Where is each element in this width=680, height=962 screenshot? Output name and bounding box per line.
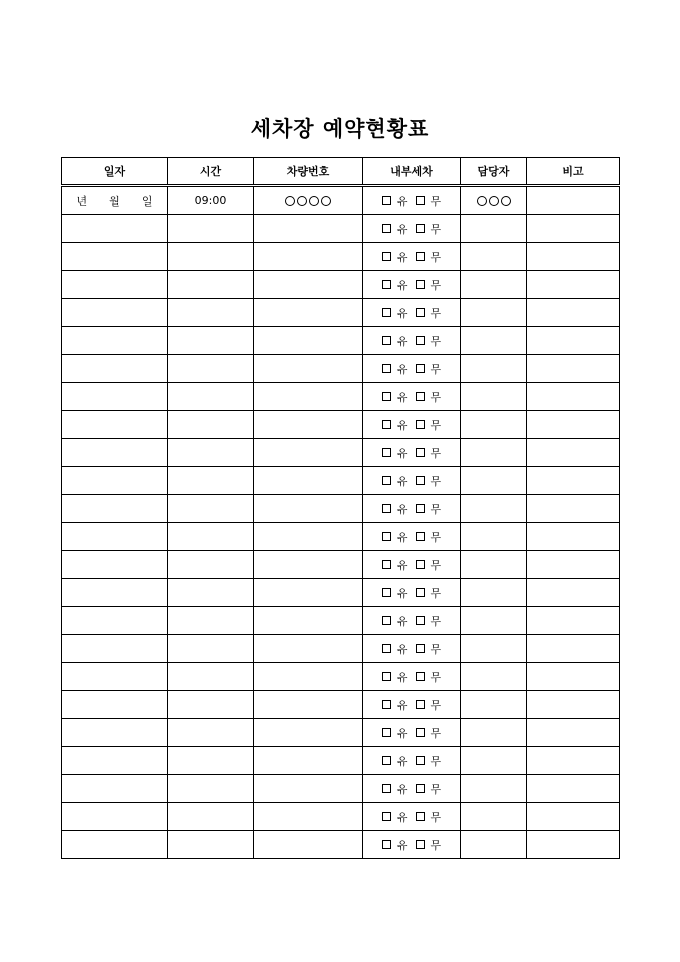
- checkbox-icon: [382, 280, 391, 289]
- date-cell[interactable]: [62, 411, 168, 439]
- plate-cell[interactable]: [254, 186, 363, 215]
- date-cell[interactable]: [62, 747, 168, 775]
- note-cell[interactable]: [527, 551, 620, 579]
- plate-cell[interactable]: [254, 579, 363, 607]
- plate-cell[interactable]: [254, 663, 363, 691]
- plate-cell[interactable]: [254, 831, 363, 859]
- manager-cell[interactable]: [461, 299, 527, 327]
- interior-wash-no-checkbox[interactable]: 무: [416, 193, 442, 209]
- header-row: [62, 158, 620, 186]
- reservation-table: [61, 157, 620, 859]
- interior-wash-cell: [363, 411, 461, 439]
- manager-cell[interactable]: [461, 775, 527, 803]
- interior-wash-no-checkbox[interactable]: 무: [416, 417, 442, 433]
- interior-wash-cell: [363, 439, 461, 467]
- date-cell[interactable]: [62, 691, 168, 719]
- manager-cell[interactable]: [461, 383, 527, 411]
- interior-wash-no-checkbox[interactable]: 무: [416, 389, 442, 405]
- manager-cell[interactable]: [461, 831, 527, 859]
- interior-wash-yes-checkbox[interactable]: 유: [382, 277, 408, 293]
- table-row: [62, 551, 620, 579]
- checkbox-icon: [382, 532, 391, 541]
- checkbox-icon: [382, 644, 391, 653]
- manager-cell[interactable]: [461, 439, 527, 467]
- interior-wash-yes-checkbox[interactable]: 유: [382, 613, 408, 629]
- table-row: [62, 243, 620, 271]
- date-cell[interactable]: [62, 579, 168, 607]
- interior-wash-cell: [363, 663, 461, 691]
- interior-wash-no-checkbox[interactable]: 무: [416, 305, 442, 321]
- manager-cell[interactable]: [461, 607, 527, 635]
- interior-wash-yes-checkbox[interactable]: 유: [382, 221, 408, 237]
- plate-cell[interactable]: [254, 747, 363, 775]
- checkbox-icon: [382, 588, 391, 597]
- date-cell[interactable]: [62, 663, 168, 691]
- plate-cell[interactable]: [254, 383, 363, 411]
- interior-wash-no-checkbox[interactable]: 무: [416, 361, 442, 377]
- date-cell[interactable]: [62, 355, 168, 383]
- interior-wash-no-checkbox[interactable]: 무: [416, 641, 442, 657]
- date-cell[interactable]: [62, 523, 168, 551]
- interior-wash-yes-checkbox[interactable]: 유: [382, 753, 408, 769]
- interior-wash-no-checkbox[interactable]: 무: [416, 557, 442, 573]
- checkbox-icon: [382, 812, 391, 821]
- date-cell[interactable]: [62, 551, 168, 579]
- plate-cell[interactable]: [254, 439, 363, 467]
- date-cell[interactable]: [62, 467, 168, 495]
- manager-cell[interactable]: [461, 579, 527, 607]
- note-cell[interactable]: [527, 383, 620, 411]
- interior-wash-no-checkbox[interactable]: 무: [416, 697, 442, 713]
- table-row: [62, 579, 620, 607]
- checkbox-icon: [416, 728, 425, 737]
- table-row: [62, 831, 620, 859]
- interior-wash-cell: [363, 719, 461, 747]
- plate-cell[interactable]: [254, 635, 363, 663]
- date-cell[interactable]: [62, 803, 168, 831]
- checkbox-icon: [416, 392, 425, 401]
- interior-wash-yes-checkbox[interactable]: 유: [382, 333, 408, 349]
- date-cell[interactable]: [62, 831, 168, 859]
- time-cell[interactable]: [168, 299, 254, 327]
- checkbox-icon: [416, 672, 425, 681]
- manager-cell[interactable]: [461, 523, 527, 551]
- interior-wash-no-checkbox[interactable]: 무: [416, 221, 442, 237]
- placeholder-circle-icon: [297, 196, 307, 206]
- note-cell[interactable]: [527, 411, 620, 439]
- date-cell[interactable]: [62, 439, 168, 467]
- checkbox-icon: [382, 672, 391, 681]
- time-cell[interactable]: [168, 243, 254, 271]
- date-cell[interactable]: [62, 635, 168, 663]
- checkbox-icon: [382, 700, 391, 709]
- manager-cell[interactable]: [461, 719, 527, 747]
- plate-cell[interactable]: [254, 271, 363, 299]
- table-row: [62, 327, 620, 355]
- date-cell[interactable]: [62, 719, 168, 747]
- interior-wash-cell: [363, 186, 461, 215]
- checkbox-icon: [416, 280, 425, 289]
- checkbox-icon: [382, 756, 391, 765]
- interior-wash-no-checkbox[interactable]: 무: [416, 613, 442, 629]
- interior-wash-cell: [363, 747, 461, 775]
- placeholder-circle-icon: [501, 196, 511, 206]
- interior-wash-no-checkbox[interactable]: 무: [416, 809, 442, 825]
- placeholder-circle-icon: [285, 196, 295, 206]
- note-cell[interactable]: [527, 607, 620, 635]
- note-cell[interactable]: [527, 467, 620, 495]
- date-cell[interactable]: [62, 327, 168, 355]
- checkbox-icon: [416, 588, 425, 597]
- interior-wash-no-checkbox[interactable]: 무: [416, 837, 442, 853]
- checkbox-icon: [416, 840, 425, 849]
- checkbox-icon: [416, 420, 425, 429]
- checkbox-icon: [382, 448, 391, 457]
- col-interior-wash-header: 내부세차: [363, 158, 461, 186]
- interior-wash-cell: [363, 803, 461, 831]
- interior-wash-no-checkbox[interactable]: 무: [416, 445, 442, 461]
- note-cell[interactable]: [527, 579, 620, 607]
- time-cell[interactable]: [168, 635, 254, 663]
- interior-wash-cell: [363, 215, 461, 243]
- interior-wash-yes-checkbox[interactable]: 유: [382, 585, 408, 601]
- time-cell[interactable]: [168, 663, 254, 691]
- table-row: [62, 186, 620, 215]
- checkbox-icon: [382, 784, 391, 793]
- interior-wash-no-checkbox[interactable]: 무: [416, 585, 442, 601]
- interior-wash-no-checkbox[interactable]: 무: [416, 781, 442, 797]
- time-cell[interactable]: [168, 355, 254, 383]
- time-cell[interactable]: [168, 551, 254, 579]
- checkbox-icon: [416, 700, 425, 709]
- table-row: [62, 747, 620, 775]
- manager-cell[interactable]: [461, 551, 527, 579]
- time-cell[interactable]: [168, 411, 254, 439]
- interior-wash-no-checkbox[interactable]: 무: [416, 333, 442, 349]
- checkbox-icon: [416, 196, 425, 205]
- table-row: [62, 411, 620, 439]
- table-row: [62, 215, 620, 243]
- time-cell[interactable]: [168, 775, 254, 803]
- checkbox-icon: [382, 504, 391, 513]
- table-row: [62, 691, 620, 719]
- date-cell[interactable]: [62, 495, 168, 523]
- time-cell[interactable]: [168, 523, 254, 551]
- manager-cell[interactable]: [461, 186, 527, 215]
- note-cell[interactable]: [527, 215, 620, 243]
- manager-cell[interactable]: [461, 215, 527, 243]
- manager-cell[interactable]: [461, 355, 527, 383]
- table-row: [62, 803, 620, 831]
- date-cell[interactable]: [62, 607, 168, 635]
- interior-wash-cell: [363, 243, 461, 271]
- manager-cell[interactable]: [461, 467, 527, 495]
- time-cell[interactable]: [168, 439, 254, 467]
- plate-cell[interactable]: [254, 551, 363, 579]
- interior-wash-no-checkbox[interactable]: 무: [416, 669, 442, 685]
- date-cell[interactable]: [62, 299, 168, 327]
- table-row: [62, 467, 620, 495]
- note-cell[interactable]: [527, 663, 620, 691]
- interior-wash-yes-checkbox[interactable]: 유: [382, 361, 408, 377]
- table-row: [62, 775, 620, 803]
- date-cell[interactable]: [62, 383, 168, 411]
- checkbox-icon: [416, 224, 425, 233]
- note-cell[interactable]: [527, 803, 620, 831]
- interior-wash-yes-checkbox[interactable]: 유: [382, 445, 408, 461]
- interior-wash-no-checkbox[interactable]: 무: [416, 277, 442, 293]
- plate-cell[interactable]: [254, 215, 363, 243]
- interior-wash-yes-checkbox[interactable]: 유: [382, 809, 408, 825]
- interior-wash-yes-checkbox[interactable]: 유: [382, 501, 408, 517]
- checkbox-icon: [416, 532, 425, 541]
- date-cell[interactable]: 년 월 일: [62, 186, 168, 215]
- table-row: [62, 607, 620, 635]
- checkbox-icon: [382, 728, 391, 737]
- manager-cell[interactable]: [461, 271, 527, 299]
- manager-cell[interactable]: [461, 803, 527, 831]
- checkbox-icon: [416, 364, 425, 373]
- note-cell[interactable]: [527, 747, 620, 775]
- plate-cell[interactable]: [254, 495, 363, 523]
- interior-wash-cell: [363, 355, 461, 383]
- time-cell[interactable]: 09:00: [168, 186, 254, 215]
- time-cell[interactable]: [168, 831, 254, 859]
- checkbox-icon: [382, 392, 391, 401]
- note-cell[interactable]: [527, 523, 620, 551]
- note-cell[interactable]: [527, 831, 620, 859]
- manager-cell[interactable]: [461, 635, 527, 663]
- checkbox-icon: [382, 560, 391, 569]
- col-plate-header: 차량번호: [254, 158, 363, 186]
- table-row: [62, 271, 620, 299]
- interior-wash-cell: [363, 775, 461, 803]
- interior-wash-yes-checkbox[interactable]: 유: [382, 417, 408, 433]
- plate-cell[interactable]: [254, 691, 363, 719]
- manager-cell[interactable]: [461, 747, 527, 775]
- table-row: [62, 663, 620, 691]
- interior-wash-no-checkbox[interactable]: 무: [416, 473, 442, 489]
- interior-wash-cell: [363, 383, 461, 411]
- interior-wash-yes-checkbox[interactable]: 유: [382, 193, 408, 209]
- manager-cell[interactable]: [461, 495, 527, 523]
- col-time-header: 시간: [168, 158, 254, 186]
- time-cell[interactable]: [168, 691, 254, 719]
- plate-cell[interactable]: [254, 803, 363, 831]
- table-row: [62, 495, 620, 523]
- interior-wash-cell: [363, 691, 461, 719]
- checkbox-icon: [416, 812, 425, 821]
- interior-wash-yes-checkbox[interactable]: 유: [382, 781, 408, 797]
- note-cell[interactable]: [527, 691, 620, 719]
- date-cell[interactable]: [62, 775, 168, 803]
- note-cell[interactable]: [527, 495, 620, 523]
- note-cell[interactable]: [527, 355, 620, 383]
- checkbox-icon: [382, 196, 391, 205]
- interior-wash-no-checkbox[interactable]: 무: [416, 501, 442, 517]
- interior-wash-cell: [363, 495, 461, 523]
- placeholder-circle-icon: [489, 196, 499, 206]
- manager-cell[interactable]: [461, 691, 527, 719]
- interior-wash-yes-checkbox[interactable]: 유: [382, 305, 408, 321]
- checkbox-icon: [416, 560, 425, 569]
- checkbox-icon: [382, 224, 391, 233]
- manager-cell[interactable]: [461, 327, 527, 355]
- note-cell[interactable]: [527, 719, 620, 747]
- interior-wash-cell: [363, 551, 461, 579]
- note-cell[interactable]: [527, 271, 620, 299]
- manager-cell[interactable]: [461, 663, 527, 691]
- interior-wash-yes-checkbox[interactable]: 유: [382, 389, 408, 405]
- checkbox-icon: [416, 644, 425, 653]
- interior-wash-yes-checkbox[interactable]: 유: [382, 529, 408, 545]
- col-note-header: 비고: [527, 158, 620, 186]
- note-cell[interactable]: [527, 775, 620, 803]
- table-row: [62, 383, 620, 411]
- page-title: 세차장 예약현황표: [250, 117, 430, 141]
- table-row: [62, 719, 620, 747]
- note-cell[interactable]: [527, 439, 620, 467]
- table-row: [62, 523, 620, 551]
- plate-cell[interactable]: [254, 355, 363, 383]
- time-cell[interactable]: [168, 383, 254, 411]
- interior-wash-yes-checkbox[interactable]: 유: [382, 669, 408, 685]
- table-row: [62, 635, 620, 663]
- interior-wash-no-checkbox[interactable]: 무: [416, 249, 442, 265]
- date-cell[interactable]: [62, 271, 168, 299]
- table-row: [62, 439, 620, 467]
- checkbox-icon: [416, 308, 425, 317]
- checkbox-icon: [382, 616, 391, 625]
- time-cell[interactable]: [168, 271, 254, 299]
- time-cell[interactable]: [168, 719, 254, 747]
- note-cell[interactable]: [527, 327, 620, 355]
- plate-cell[interactable]: [254, 327, 363, 355]
- manager-cell[interactable]: [461, 243, 527, 271]
- col-date-header: 일자: [62, 158, 168, 186]
- interior-wash-yes-checkbox[interactable]: 유: [382, 641, 408, 657]
- interior-wash-cell: [363, 467, 461, 495]
- interior-wash-yes-checkbox[interactable]: 유: [382, 557, 408, 573]
- interior-wash-cell: [363, 635, 461, 663]
- date-cell[interactable]: [62, 215, 168, 243]
- note-cell[interactable]: [527, 635, 620, 663]
- placeholder-circle-icon: [321, 196, 331, 206]
- time-cell[interactable]: [168, 495, 254, 523]
- note-cell[interactable]: [527, 186, 620, 215]
- interior-wash-cell: [363, 607, 461, 635]
- table-row: [62, 299, 620, 327]
- time-cell[interactable]: [168, 607, 254, 635]
- checkbox-icon: [382, 840, 391, 849]
- checkbox-icon: [416, 252, 425, 261]
- checkbox-icon: [382, 308, 391, 317]
- date-cell[interactable]: [62, 243, 168, 271]
- checkbox-icon: [416, 476, 425, 485]
- plate-cell[interactable]: [254, 243, 363, 271]
- interior-wash-yes-checkbox[interactable]: 유: [382, 473, 408, 489]
- plate-cell[interactable]: [254, 299, 363, 327]
- manager-cell[interactable]: [461, 411, 527, 439]
- interior-wash-cell: [363, 299, 461, 327]
- table-row: [62, 355, 620, 383]
- checkbox-icon: [382, 336, 391, 345]
- interior-wash-no-checkbox[interactable]: 무: [416, 725, 442, 741]
- plate-cell[interactable]: [254, 411, 363, 439]
- interior-wash-no-checkbox[interactable]: 무: [416, 529, 442, 545]
- note-cell[interactable]: [527, 243, 620, 271]
- checkbox-icon: [416, 756, 425, 765]
- interior-wash-cell: [363, 271, 461, 299]
- time-cell[interactable]: [168, 467, 254, 495]
- interior-wash-yes-checkbox[interactable]: 유: [382, 837, 408, 853]
- interior-wash-yes-checkbox[interactable]: 유: [382, 697, 408, 713]
- time-cell[interactable]: [168, 803, 254, 831]
- interior-wash-cell: [363, 523, 461, 551]
- checkbox-icon: [382, 420, 391, 429]
- interior-wash-yes-checkbox[interactable]: 유: [382, 725, 408, 741]
- placeholder-circle-icon: [477, 196, 487, 206]
- interior-wash-yes-checkbox[interactable]: 유: [382, 249, 408, 265]
- col-manager-header: 담당자: [461, 158, 527, 186]
- plate-cell[interactable]: [254, 607, 363, 635]
- time-cell[interactable]: [168, 579, 254, 607]
- checkbox-icon: [416, 784, 425, 793]
- note-cell[interactable]: [527, 299, 620, 327]
- placeholder-circle-icon: [309, 196, 319, 206]
- plate-cell[interactable]: [254, 467, 363, 495]
- checkbox-icon: [416, 504, 425, 513]
- checkbox-icon: [382, 476, 391, 485]
- interior-wash-cell: [363, 831, 461, 859]
- interior-wash-cell: [363, 327, 461, 355]
- plate-cell[interactable]: [254, 719, 363, 747]
- time-cell[interactable]: [168, 747, 254, 775]
- time-cell[interactable]: [168, 327, 254, 355]
- checkbox-icon: [416, 448, 425, 457]
- checkbox-icon: [382, 364, 391, 373]
- plate-cell[interactable]: [254, 523, 363, 551]
- interior-wash-cell: [363, 579, 461, 607]
- checkbox-icon: [416, 336, 425, 345]
- checkbox-icon: [416, 616, 425, 625]
- time-cell[interactable]: [168, 215, 254, 243]
- plate-cell[interactable]: [254, 775, 363, 803]
- checkbox-icon: [382, 252, 391, 261]
- interior-wash-no-checkbox[interactable]: 무: [416, 753, 442, 769]
